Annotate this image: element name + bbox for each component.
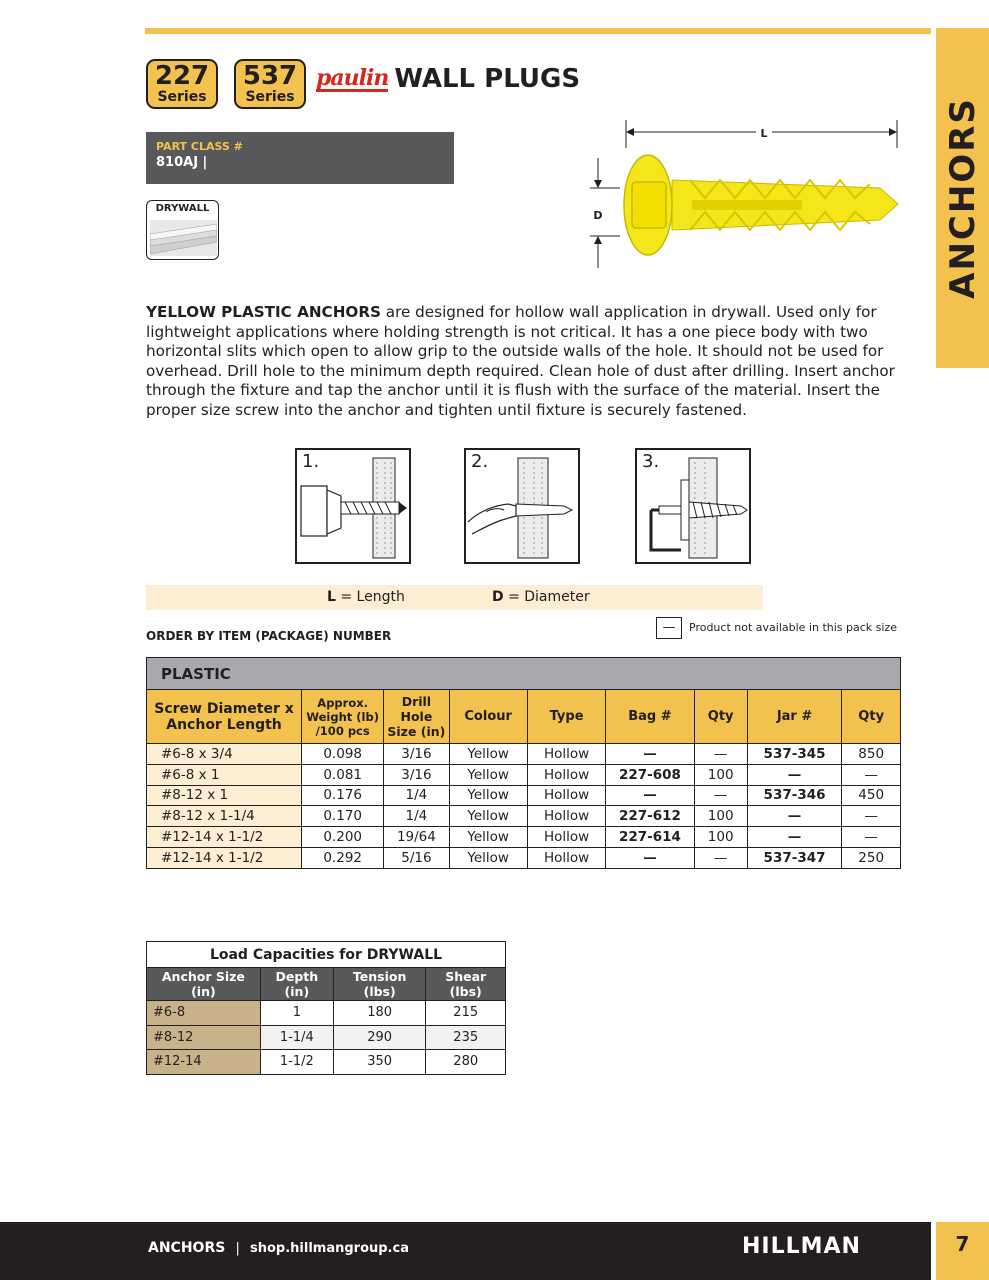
table-row — [147, 744, 901, 765]
table-cell: Hollow — [527, 744, 605, 765]
table-cell: #8-12 — [147, 1025, 261, 1050]
drywall-badge — [146, 200, 219, 260]
column-header: Tension (lbs) — [333, 968, 426, 1001]
table-section-title: PLASTIC — [147, 658, 901, 690]
paulin-logo: paulin — [316, 64, 389, 91]
column-header: Type — [527, 690, 605, 744]
table-cell: 250 — [842, 847, 901, 868]
table-cell: Yellow — [449, 806, 527, 827]
table-cell: #12-14 x 1-1/2 — [147, 827, 302, 848]
column-header: Approx. Weight (lb) /100 pcs — [302, 690, 384, 744]
column-header: Anchor Size (in) — [147, 968, 261, 1001]
table-cell: 1-1/4 — [260, 1025, 333, 1050]
column-header: Colour — [449, 690, 527, 744]
table-cell: — — [842, 764, 901, 785]
table-cell: 5/16 — [384, 847, 449, 868]
load-capacity-table — [146, 941, 506, 1075]
length-legend: L = Length — [327, 589, 405, 605]
table-row — [147, 827, 901, 848]
table-cell: 100 — [694, 764, 747, 785]
yellow-anchor-icon — [624, 155, 898, 255]
column-header: Qty — [694, 690, 747, 744]
page-footer — [0, 1222, 931, 1280]
table-cell: 227-614 — [606, 827, 694, 848]
table-cell: Yellow — [449, 847, 527, 868]
column-header: Qty — [842, 690, 901, 744]
table-cell: 0.170 — [302, 806, 384, 827]
table-cell: — — [606, 847, 694, 868]
column-header: Drill Hole Size (in) — [384, 690, 449, 744]
part-class-value: 810AJ | — [156, 155, 208, 170]
column-header: Depth (in) — [260, 968, 333, 1001]
series-label: Series — [157, 89, 207, 105]
table-cell: — — [694, 785, 747, 806]
table-cell: Hollow — [527, 806, 605, 827]
table-cell: — — [694, 847, 747, 868]
table-cell: Yellow — [449, 744, 527, 765]
dimension-legend — [146, 585, 763, 610]
table-cell: #6-8 — [147, 1001, 261, 1026]
table-cell: 1/4 — [384, 806, 449, 827]
series-badge-227 — [146, 59, 218, 109]
section-side-tab — [936, 28, 989, 368]
table-cell: 235 — [426, 1025, 506, 1050]
hillman-logo: HILLMAN — [742, 1234, 861, 1259]
series-badge-537 — [234, 59, 306, 109]
table-cell: #12-14 — [147, 1050, 261, 1075]
footer-url-link[interactable]: shop.hillmangroup.ca — [249, 1241, 409, 1256]
table-cell: 0.098 — [302, 744, 384, 765]
series-label: Series — [245, 89, 295, 105]
install-step-3 — [635, 448, 751, 564]
not-available-note: Product not available in this pack size — [689, 621, 897, 634]
table-cell: — — [747, 827, 842, 848]
table-cell: Yellow — [449, 764, 527, 785]
table-cell: 227-608 — [606, 764, 694, 785]
install-step-2 — [464, 448, 580, 564]
drywall-label: DRYWALL — [155, 203, 210, 214]
table-cell: 0.081 — [302, 764, 384, 785]
drywall-sheets-icon — [150, 220, 217, 256]
table-cell: 1-1/2 — [260, 1050, 333, 1075]
table-cell: 1 — [260, 1001, 333, 1026]
diameter-label: D — [593, 209, 603, 222]
table-cell: 450 — [842, 785, 901, 806]
table-cell: 537-347 — [747, 847, 842, 868]
step-number: 3. — [642, 451, 660, 472]
diameter-legend: D = Diameter — [492, 589, 590, 605]
table-cell: 1/4 — [384, 785, 449, 806]
table-cell: Hollow — [527, 847, 605, 868]
table-cell: Hollow — [527, 764, 605, 785]
table-cell: 100 — [694, 806, 747, 827]
column-header: Shear (lbs) — [426, 968, 506, 1001]
table-cell: 227-612 — [606, 806, 694, 827]
length-label: L — [760, 127, 768, 140]
footer-section: ANCHORS — [148, 1240, 226, 1256]
table-cell: #8-12 x 1-1/4 — [147, 806, 302, 827]
series-number: 537 — [242, 61, 298, 91]
table-row — [147, 1050, 506, 1075]
table-cell: #6-8 x 3/4 — [147, 744, 302, 765]
table-cell: 180 — [333, 1001, 426, 1026]
arrow-left-icon — [626, 128, 634, 136]
table-cell: — — [606, 744, 694, 765]
description-lead: YELLOW PLASTIC ANCHORS — [146, 303, 381, 321]
table-row — [147, 847, 901, 868]
brand-heading — [316, 64, 580, 94]
table-cell: #6-8 x 1 — [147, 764, 302, 785]
table-row — [147, 1025, 506, 1050]
table-cell: 537-346 — [747, 785, 842, 806]
step-number: 2. — [471, 451, 489, 472]
top-rule — [145, 28, 931, 34]
table-cell: — — [842, 827, 901, 848]
table-row — [147, 764, 901, 785]
table-cell: 100 — [694, 827, 747, 848]
page-title: WALL PLUGS — [394, 64, 581, 94]
table-cell: — — [694, 744, 747, 765]
table-cell: #12-14 x 1-1/2 — [147, 847, 302, 868]
table-cell: 350 — [333, 1050, 426, 1075]
table-cell: 3/16 — [384, 744, 449, 765]
table-row — [147, 785, 901, 806]
table-cell: 0.292 — [302, 847, 384, 868]
footer-separator: | — [235, 1241, 240, 1256]
column-header: Jar # — [747, 690, 842, 744]
order-heading: ORDER BY ITEM (PACKAGE) NUMBER — [146, 629, 392, 643]
arrow-down-icon — [594, 180, 602, 188]
table-cell: 290 — [333, 1025, 426, 1050]
load-table-title: Load Capacities for DRYWALL — [147, 942, 506, 968]
page-number: 7 — [936, 1222, 989, 1280]
install-step-1 — [295, 448, 411, 564]
table-cell: 215 — [426, 1001, 506, 1026]
plastic-anchor-table — [146, 657, 901, 869]
part-class-label: PART CLASS # — [156, 140, 243, 153]
column-header: Screw Diameter x Anchor Length — [147, 690, 302, 744]
table-cell: Yellow — [449, 827, 527, 848]
anchor-dimension-diagram — [580, 118, 910, 273]
table-cell: 0.200 — [302, 827, 384, 848]
table-cell: Yellow — [449, 785, 527, 806]
side-tab-label: ANCHORS — [942, 97, 983, 299]
column-header: Bag # — [606, 690, 694, 744]
table-cell: 537-345 — [747, 744, 842, 765]
table-cell: #8-12 x 1 — [147, 785, 302, 806]
description-body: are designed for hollow wall application in drywall. Used only for lightweight applications where holding strength is not critical. It has a one piece body with two horizontal slits which open to allow grip to the outside walls of the hole. It should not be used for overhead. Drill hole to the minimum depth required. Clean hole of dust after drilling. Insert anchor through the fixture and tap the anchor until it is flush with the surface of the material. Insert the proper size screw into the anchor and tighten until fixture is securely fastened. — [146, 303, 895, 419]
table-cell: 850 — [842, 744, 901, 765]
table-row — [147, 1001, 506, 1026]
series-number: 227 — [154, 61, 210, 91]
step-number: 1. — [302, 451, 320, 472]
table-cell: 19/64 — [384, 827, 449, 848]
table-cell: Hollow — [527, 827, 605, 848]
footer-section-info — [148, 1240, 409, 1256]
not-available-symbol: — — [656, 617, 682, 639]
table-cell: 3/16 — [384, 764, 449, 785]
table-cell: Hollow — [527, 785, 605, 806]
table-cell: 0.176 — [302, 785, 384, 806]
product-description — [146, 303, 906, 421]
table-cell: — — [747, 764, 842, 785]
table-cell: — — [842, 806, 901, 827]
table-cell: 280 — [426, 1050, 506, 1075]
table-cell: — — [747, 806, 842, 827]
arrow-right-icon — [889, 128, 897, 136]
table-cell: — — [606, 785, 694, 806]
table-row — [147, 806, 901, 827]
part-class-box — [146, 132, 454, 184]
